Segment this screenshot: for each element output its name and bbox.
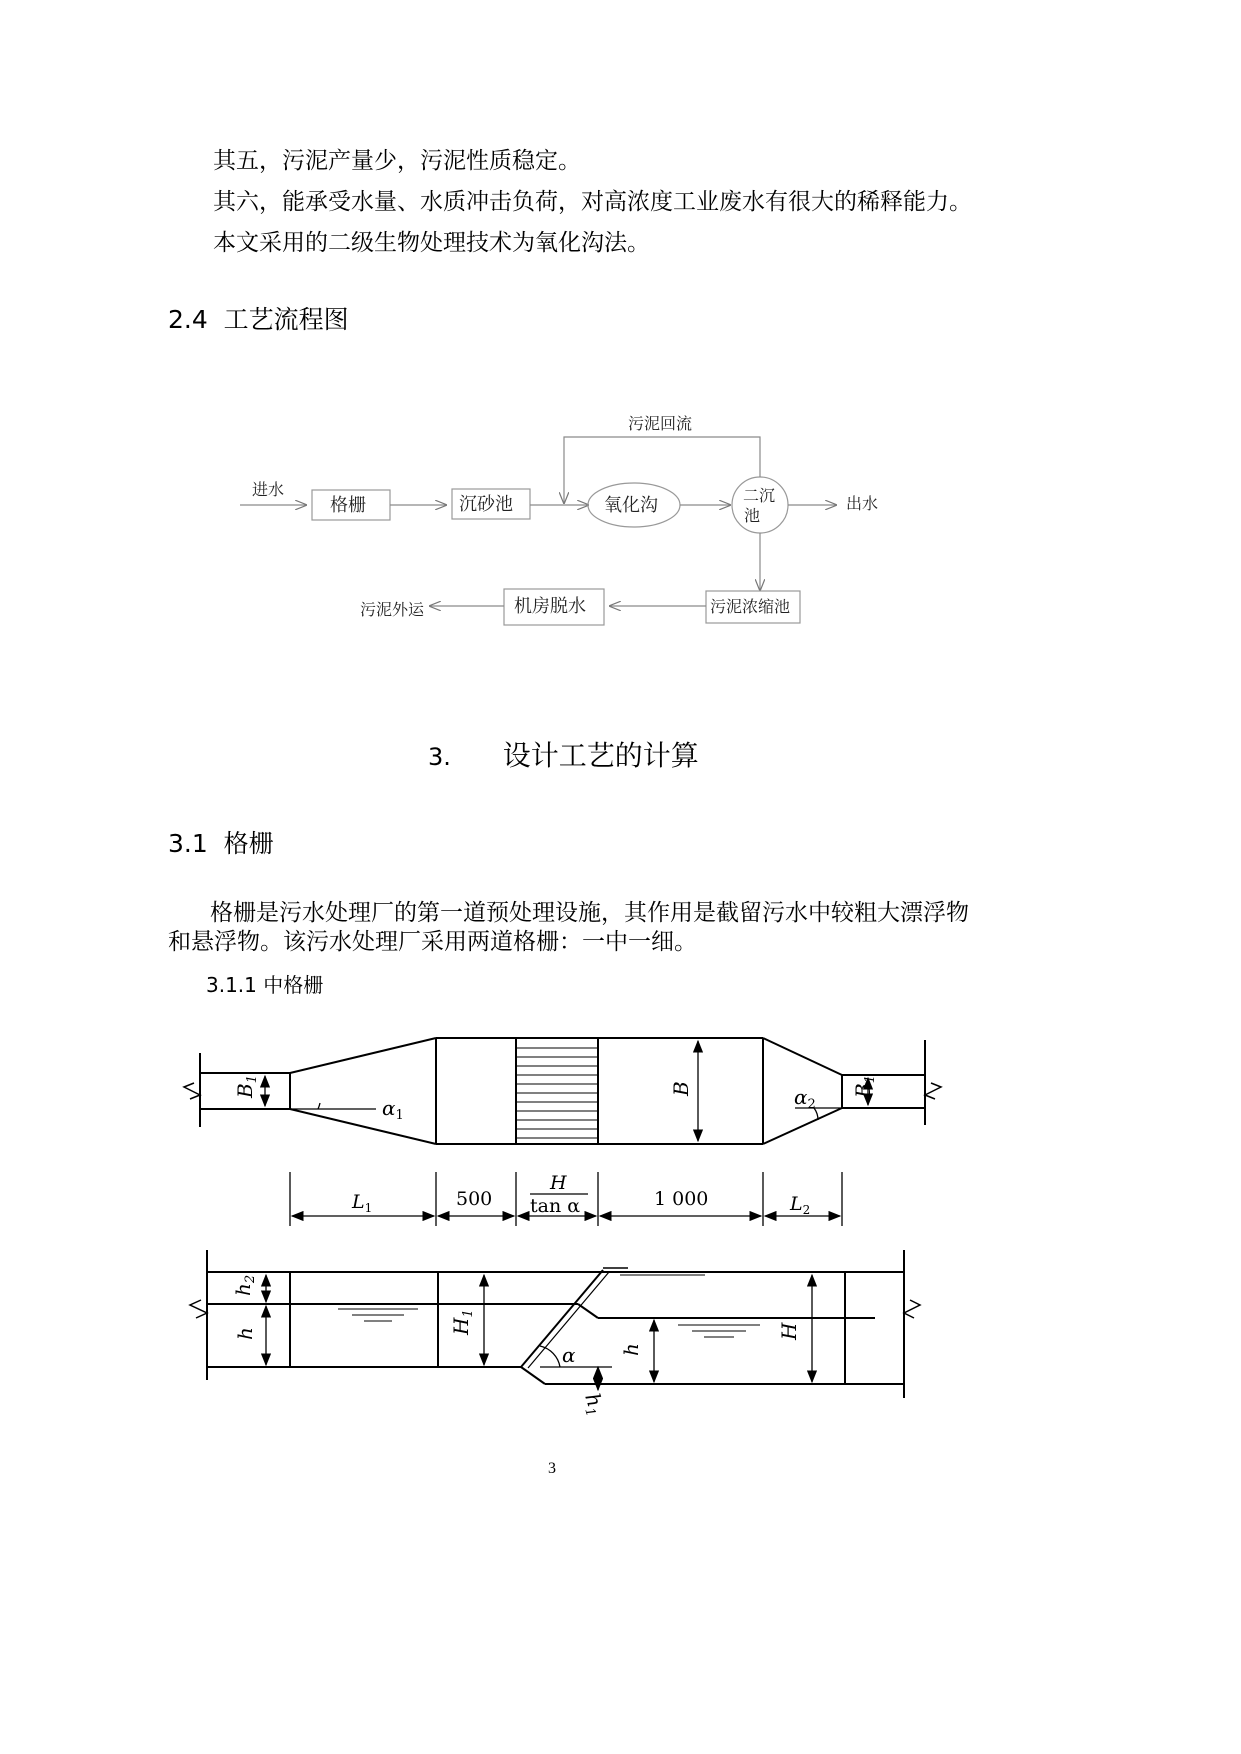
- h2-label: h: [231, 1283, 255, 1296]
- B-label: B: [669, 1081, 693, 1096]
- svg-text:h1: $h_1$: [580, 1390, 608, 1419]
- intro-line-1: 格栅是污水处理厂的第一道预处理设施，其作用是截留污水中较粗大漂浮物: [210, 900, 969, 926]
- svg-text:α1: $\alpha_1$: [382, 1096, 404, 1123]
- svg-text:α2: $\alpha_2$: [794, 1085, 816, 1112]
- tan-alpha-denominator: tan α: [530, 1195, 581, 1217]
- paragraph-6: 其六，能承受水量、水质冲击负荷，对高浓度工业废水有很大的稀释能力。: [213, 189, 972, 215]
- section-number: 3.1: [168, 829, 208, 858]
- svg-text:B1: $B_1$: [851, 1075, 878, 1098]
- svg-text:L2: $L_2$: [790, 1193, 811, 1217]
- svg-text:L1: $L_1$: [352, 1191, 373, 1215]
- plan-view: [184, 1038, 941, 1144]
- H1-label: H: [449, 1317, 473, 1335]
- alpha2-label: α: [794, 1085, 808, 1109]
- grit-label: 沉砂池: [459, 494, 513, 515]
- intro-line-2: 和悬浮物。该污水处理厂采用两道格栅：一中一细。: [168, 929, 697, 955]
- chapter-title: 设计工艺的计算: [502, 739, 699, 772]
- thickener-label: 污泥浓缩池: [710, 597, 791, 616]
- h-left-label: h: [233, 1327, 257, 1340]
- outflow-label: 出水: [846, 494, 879, 513]
- dim-1000-label: 1 000: [654, 1188, 709, 1210]
- h-mid-label: h: [619, 1343, 643, 1356]
- svg-text:B1: $B_1$: [233, 1075, 260, 1098]
- alpha-label: α: [562, 1343, 576, 1367]
- clarifier-label-2: 池: [744, 506, 761, 525]
- B1-right-label: B: [851, 1083, 875, 1098]
- L2-label: L: [790, 1193, 803, 1215]
- inflow-label: 进水: [252, 480, 285, 499]
- svg-text:H1: $H_1$: [449, 1309, 476, 1335]
- section-number: 2.4: [168, 305, 208, 334]
- B1-left-label: B: [233, 1083, 257, 1098]
- screen-label: 格栅: [330, 495, 366, 516]
- oxidation-label: 氧化沟: [604, 495, 658, 516]
- dim-500-label: 500: [456, 1188, 493, 1210]
- section-title: 工艺流程图: [223, 305, 349, 334]
- chapter-number: 3.: [428, 743, 451, 771]
- H-right-label: H: [777, 1322, 801, 1340]
- H-numerator-label: H: [550, 1172, 567, 1194]
- h1-label: h: [580, 1390, 608, 1410]
- section-number: 3.1.1: [206, 973, 257, 997]
- svg-text:h2: $h_2$: [231, 1274, 258, 1296]
- clarifier-label-1: 二沉: [743, 486, 776, 505]
- section-view: [190, 1250, 920, 1398]
- L1-label: L: [352, 1191, 365, 1213]
- paragraph-5: 其五，污泥产量少，污泥性质稳定。: [213, 148, 581, 174]
- dewatering-label: 机房脱水: [514, 596, 586, 617]
- bar-rack-hatching: [516, 1048, 598, 1138]
- section-title: 格栅: [223, 829, 274, 858]
- disposal-label: 污泥外运: [360, 600, 425, 619]
- section-title: 中格栅: [263, 973, 324, 997]
- return-sludge-label: 污泥回流: [628, 414, 693, 433]
- page-number: 3: [548, 1460, 556, 1477]
- paragraph-7: 本文采用的二级生物处理技术为氧化沟法。: [213, 230, 650, 256]
- alpha1-label: α: [382, 1096, 396, 1120]
